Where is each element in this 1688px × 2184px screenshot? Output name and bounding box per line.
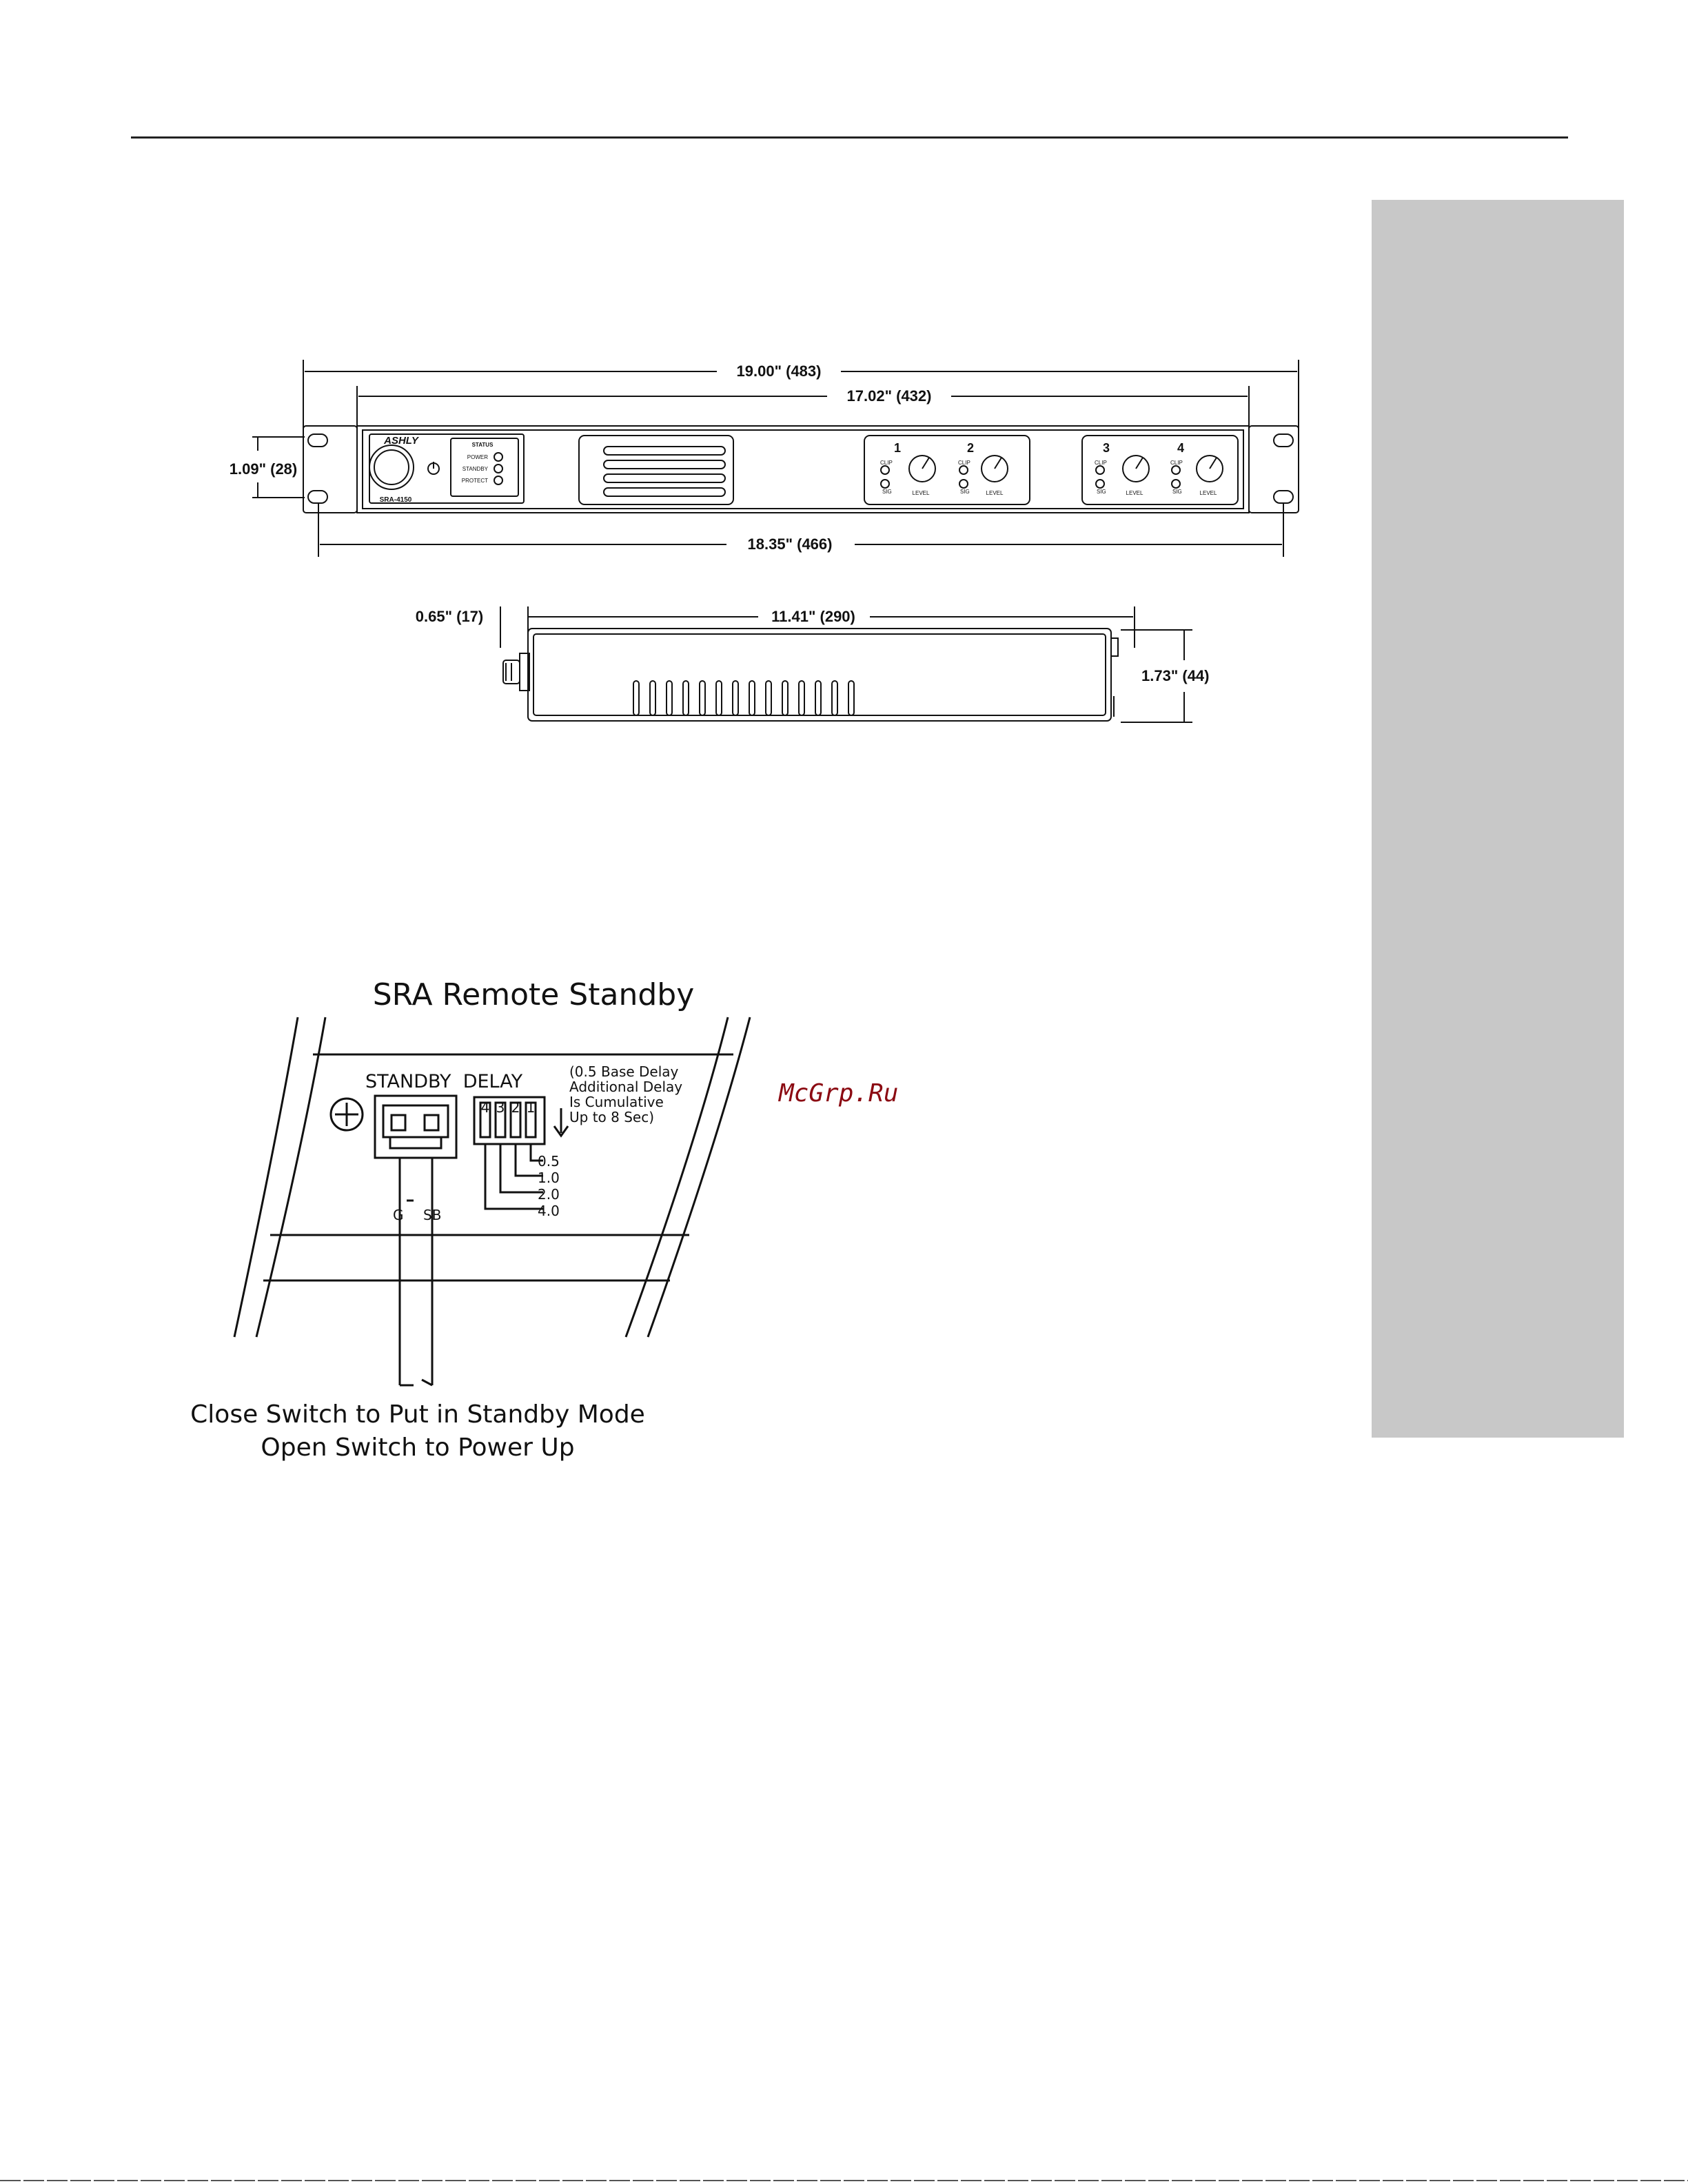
channel-1-label: 1 <box>894 441 902 455</box>
dim-front-depth: 0.65" (17) <box>415 608 484 625</box>
clip-label-3: CLIP <box>1095 460 1107 466</box>
standby-note-line-1: (0.5 Base Delay <box>569 1063 679 1080</box>
sig-label-3: SIG <box>1097 489 1106 495</box>
pin-g-label: G <box>393 1207 404 1223</box>
channel-4-label: 4 <box>1177 441 1185 455</box>
dim-body-width: 17.02" (432) <box>846 387 932 405</box>
level-label-2: LEVEL <box>986 490 1004 496</box>
standby-note-line-2: Additional Delay <box>569 1079 683 1095</box>
front-view-diagram <box>252 360 1299 557</box>
delay-0-5: 0.5 <box>538 1153 560 1170</box>
level-label-1: LEVEL <box>912 490 930 496</box>
side-view-labels <box>416 608 1210 684</box>
level-label-3: LEVEL <box>1126 490 1143 496</box>
delay-4-0: 4.0 <box>538 1203 560 1219</box>
standby-note-line-4: Up to 8 Sec) <box>569 1109 655 1125</box>
dim-hole-spacing: 18.35" (466) <box>747 535 833 553</box>
standby-caption-line-1: Close Switch to Put in Standby Mode <box>190 1400 645 1429</box>
dim-chassis-depth: 11.41" (290) <box>771 608 855 625</box>
status-power: POWER <box>467 454 488 460</box>
status-title: STATUS <box>471 442 494 448</box>
watermark: McGrp.Ru <box>779 1079 899 1108</box>
dim-rack-height: 1.09" (28) <box>229 460 298 478</box>
clip-label-2: CLIP <box>958 460 970 466</box>
clip-label-1: CLIP <box>880 460 893 466</box>
channel-3-label: 3 <box>1103 441 1110 455</box>
standby-note-line-3: Is Cumulative <box>569 1094 664 1110</box>
status-protect: PROTECT <box>461 478 488 484</box>
dip-switch-2-number: 2 <box>511 1099 520 1116</box>
pin-sb-label: SB <box>423 1207 442 1223</box>
dim-height: 1.73" (44) <box>1141 667 1210 684</box>
delay-2-0: 2.0 <box>538 1186 560 1203</box>
sig-label-2: SIG <box>960 489 970 495</box>
level-label-4: LEVEL <box>1199 490 1217 496</box>
sig-label-1: SIG <box>882 489 892 495</box>
standby-labels <box>190 1063 682 1462</box>
dim-overall-width: 19.00" (483) <box>736 363 822 380</box>
standby-delay-header: STANDBY DELAY <box>365 1071 523 1092</box>
status-standby: STANDBY <box>462 466 488 472</box>
dip-switch-3-number: 3 <box>496 1099 505 1116</box>
standby-caption-line-2: Open Switch to Power Up <box>261 1433 575 1462</box>
clip-label-4: CLIP <box>1170 460 1183 466</box>
delay-1-0: 1.0 <box>538 1170 560 1186</box>
brand-logo: ASHLY <box>384 435 418 447</box>
dip-switch-1-number: 1 <box>526 1099 536 1116</box>
model-label: SRA-4150 <box>379 496 412 504</box>
sig-label-4: SIG <box>1172 489 1182 495</box>
channel-2-label: 2 <box>967 441 975 455</box>
dip-switch-4-number: 4 <box>480 1099 490 1116</box>
standby-title: SRA Remote Standby <box>372 977 695 1012</box>
